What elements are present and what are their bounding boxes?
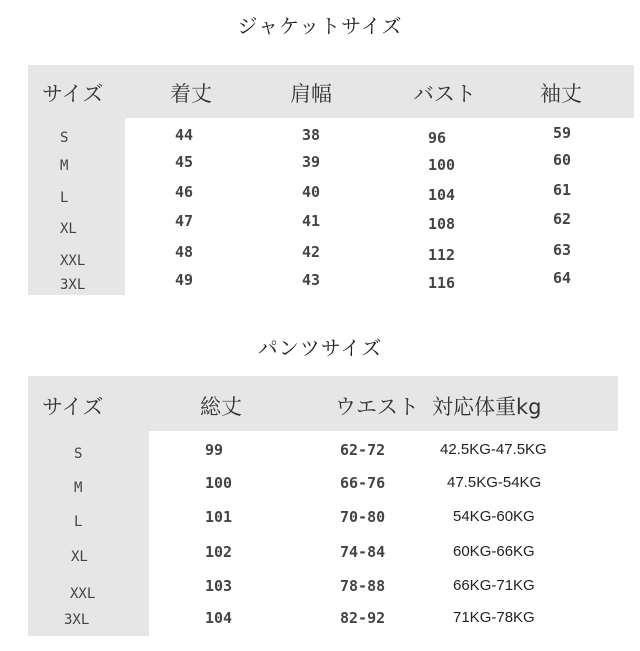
pants-cell: 60KG-66KG	[453, 543, 535, 560]
pants-title: パンツサイズ	[257, 336, 383, 360]
pants-size-column	[28, 431, 149, 636]
pants-cell: 70-80	[340, 508, 386, 526]
jacket-cell: 38	[302, 126, 321, 144]
pants-header-length: 総丈	[200, 395, 242, 419]
jacket-cell: 104	[428, 186, 456, 204]
pants-cell: 42.5KG-47.5KG	[440, 441, 547, 458]
pants-size-label: L	[74, 514, 83, 530]
jacket-cell: 116	[428, 274, 456, 292]
jacket-cell: 63	[553, 241, 572, 259]
pants-cell: 66-76	[340, 474, 386, 492]
pants-header-row	[28, 376, 618, 431]
jacket-cell: 49	[175, 271, 194, 289]
pants-size-label: XL	[71, 549, 88, 565]
jacket-size-label: M	[60, 158, 69, 174]
pants-header-waist: ウエスト	[335, 395, 419, 419]
pants-cell: 102	[205, 543, 233, 561]
jacket-title: ジャケットサイズ	[237, 14, 403, 38]
pants-cell: 78-88	[340, 577, 386, 595]
jacket-cell: 43	[302, 271, 321, 289]
jacket-cell: 62	[553, 210, 572, 228]
jacket-size-label: 3XL	[60, 277, 86, 293]
jacket-cell: 39	[302, 153, 321, 171]
jacket-cell: 47	[175, 212, 194, 230]
pants-cell: 54KG-60KG	[453, 508, 535, 525]
jacket-cell: 48	[175, 243, 194, 261]
jacket-header-sleeve: 袖丈	[540, 82, 582, 106]
jacket-cell: 46	[175, 183, 194, 201]
pants-cell: 82-92	[340, 609, 386, 627]
jacket-size-label: XL	[60, 221, 77, 237]
jacket-size-label: S	[60, 130, 69, 146]
pants-cell: 66KG-71KG	[453, 577, 535, 594]
pants-size-label: M	[74, 480, 83, 496]
pants-cell: 99	[205, 441, 224, 459]
pants-header-weight: 対応体重kg	[432, 395, 542, 419]
jacket-header-bust: バスト	[413, 82, 476, 106]
jacket-cell: 61	[553, 181, 572, 199]
jacket-cell: 100	[428, 156, 456, 174]
jacket-size-label: L	[60, 190, 69, 206]
jacket-cell: 108	[428, 215, 456, 233]
jacket-header-row	[28, 65, 634, 118]
pants-size-label: XXL	[70, 586, 96, 602]
jacket-cell: 40	[302, 183, 321, 201]
pants-size-label: 3XL	[64, 612, 90, 628]
jacket-cell: 45	[175, 153, 194, 171]
pants-cell: 100	[205, 474, 233, 492]
pants-cell: 101	[205, 508, 233, 526]
jacket-cell: 44	[175, 126, 194, 144]
jacket-cell: 64	[553, 269, 572, 287]
pants-header-size: サイズ	[42, 395, 104, 419]
jacket-header-length: 着丈	[170, 82, 212, 106]
pants-cell: 47.5KG-54KG	[447, 474, 542, 491]
jacket-cell: 112	[428, 246, 456, 264]
pants-cell: 62-72	[340, 441, 386, 459]
pants-cell: 74-84	[340, 543, 386, 561]
pants-size-label: S	[74, 446, 83, 462]
jacket-cell: 42	[302, 243, 321, 261]
jacket-cell: 60	[553, 151, 572, 169]
pants-cell: 103	[205, 577, 233, 595]
pants-cell: 104	[205, 609, 233, 627]
jacket-cell: 41	[302, 212, 321, 230]
pants-cell: 71KG-78KG	[453, 609, 535, 626]
jacket-header-size: サイズ	[42, 82, 104, 106]
jacket-cell: 59	[553, 124, 572, 142]
jacket-cell: 96	[428, 129, 447, 147]
jacket-header-shoulder: 肩幅	[290, 82, 332, 106]
jacket-size-label: XXL	[60, 253, 86, 269]
